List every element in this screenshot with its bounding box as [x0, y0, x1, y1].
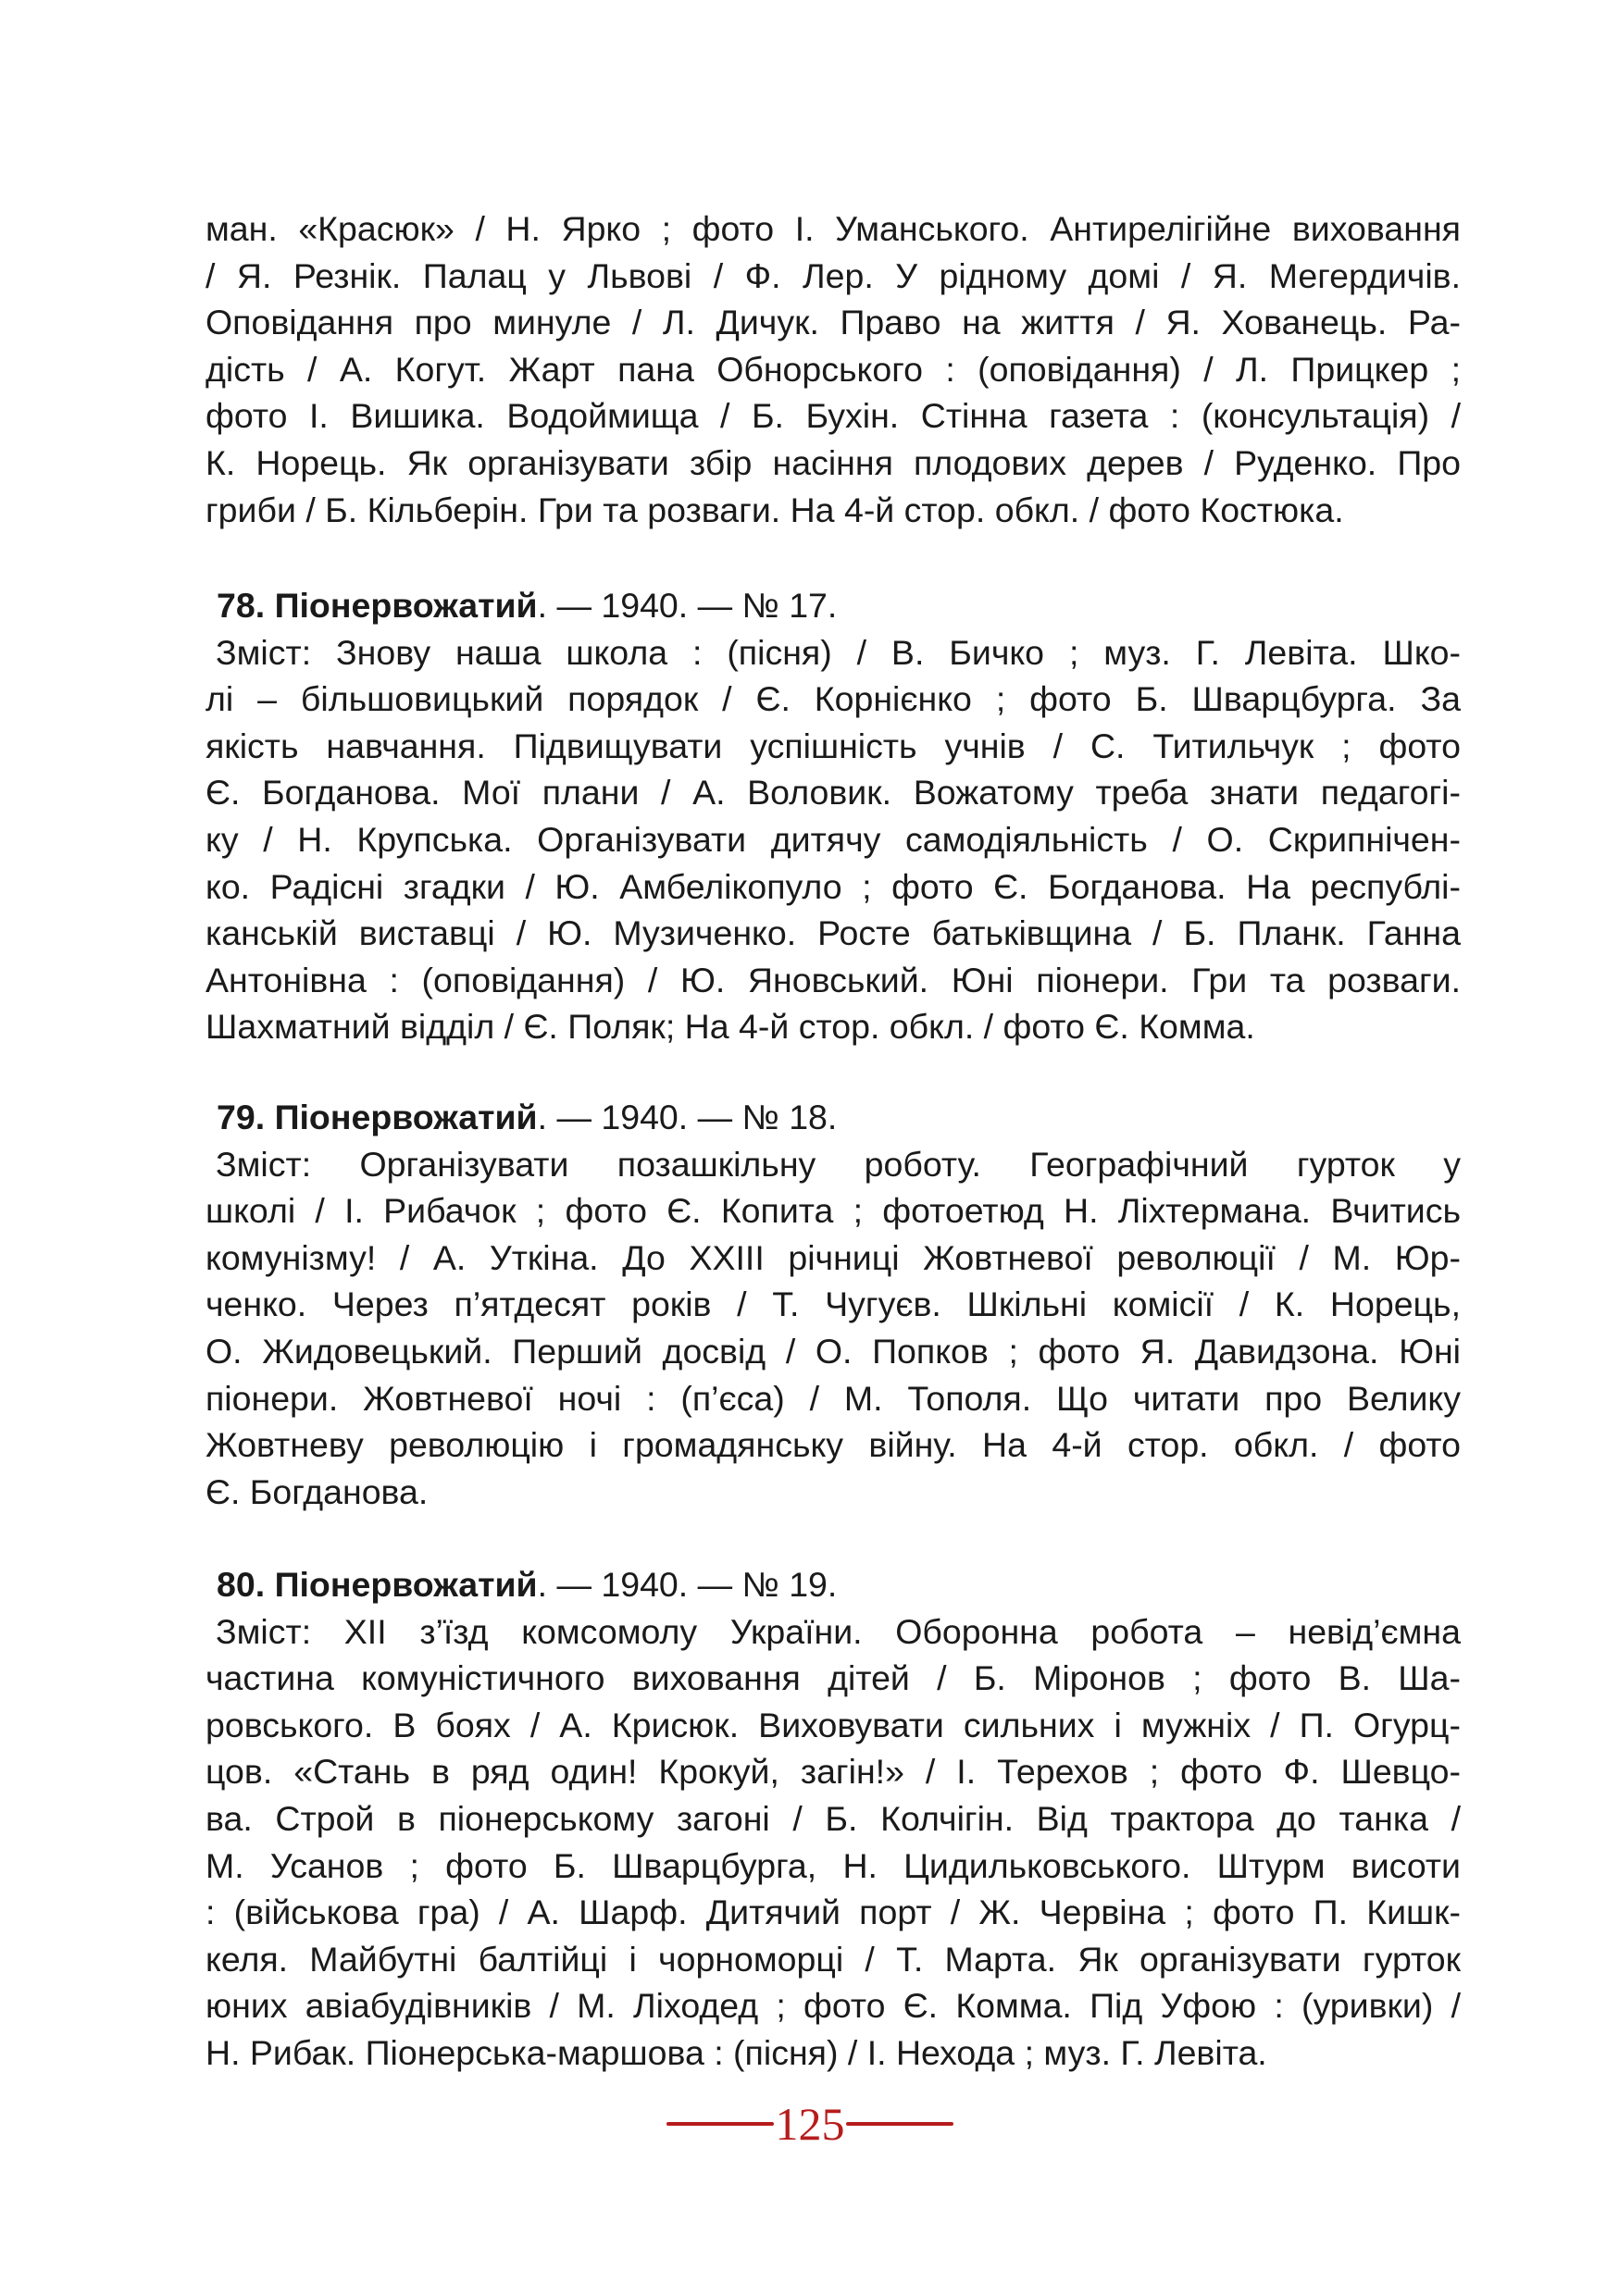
text-line: ман. «Красюк» / Н. Ярко ; фото І. Уманського. Антирелігійне виховання — [205, 209, 1461, 248]
text-line: К. Норець. Як організувати збір насіння плодових дерев / Руденко. Про — [205, 442, 1461, 482]
text-line: ченко. Через п’ятдесят років / Т. Чугуєв. Шкільні комісії / К. Норець, — [205, 1285, 1461, 1324]
text-line: частина комуністичного виховання дітей / Б. Міронов ; фото В. Ша- — [205, 1658, 1461, 1698]
entry-heading — [205, 582, 1461, 629]
text-line: цов. «Стань в ряд один! Крокуй, загін!» / І. Терехов ; фото Ф. Шевцо- — [205, 1752, 1461, 1792]
entry-title: Піонервожатий — [274, 586, 538, 625]
entry-details: . — 1940. — № 18. — [537, 1098, 838, 1136]
footer-rule-left — [666, 2122, 774, 2126]
entry-title: Піонервожатий — [274, 1098, 538, 1136]
text-line: О. Жидовецький. Перший досвід / О. Попков ; фото Я. Давидзона. Юні — [205, 1331, 1461, 1371]
text-line: Зміст: Організувати позашкільну роботу. Географічний гурток у — [216, 1144, 1461, 1184]
entry-details: . — 1940. — № 19. — [537, 1565, 838, 1604]
text-line: ко. Радісні згадки / Ю. Амбелікопуло ; фото Є. Богданова. На республі- — [205, 866, 1461, 906]
bibliography-entry-78 — [205, 582, 1461, 1050]
text-line: ва. Строй в піонерському загоні / Б. Колчігін. Від трактора до танка / — [205, 1798, 1461, 1838]
text-line: келя. Майбутні балтійці і чорноморці / Т. Марта. Як організувати гурток — [205, 1939, 1461, 1979]
text-line: юних авіабудівників / М. Ліходед ; фото Є. Комма. Під Уфою : (уривки) / — [205, 1986, 1461, 2026]
text-line: Зміст: XII з’їзд комсомолу України. Оборонна робота – невід’ємна — [216, 1611, 1461, 1651]
previous-entry-continuation — [205, 205, 1461, 533]
text-line: ровського. В боях / А. Крисюк. Виховувати сильних і мужніх / П. Огурц- — [205, 1705, 1461, 1744]
entry-title: Піонервожатий — [274, 1565, 538, 1604]
text-line: гриби / Б. Кільберін. Гри та розваги. На 4-й стор. обкл. / фото Костюка. — [205, 490, 1344, 529]
entry-heading — [205, 1094, 1461, 1141]
text-line: якість навчання. Підвищувати успішність учнів / С. Титильчук ; фото — [205, 726, 1461, 765]
text-line: піонери. Жовтневої ночі : (п’єса) / М. Тополя. Що читати про Велику — [205, 1378, 1461, 1418]
text-line: Шахматний відділ / Є. Поляк; На 4-й стор. обкл. / фото Є. Комма. — [205, 1007, 1255, 1047]
text-line: Є. Богданова. Мої плани / А. Воловик. Вожатому треба знати педагогі- — [205, 773, 1461, 813]
text-line: Жовтневу революцію і громадянську війну. На 4-й стор. обкл. / фото — [205, 1425, 1461, 1465]
text-line: / Я. Резнік. Палац у Львові / Ф. Лер. У рідному домі / Я. Мегердичів. — [205, 255, 1461, 295]
text-line: канській виставці / Ю. Музиченко. Росте батьківщина / Б. Планк. Ганна — [205, 913, 1461, 953]
text-line: Н. Рибак. Піонерська-маршова : (пісня) / І. Нехода ; муз. Г. Левіта. — [205, 2032, 1267, 2072]
text-line: М. Усанов ; фото Б. Шварцбурга, Н. Цидильковського. Штурм висоти — [205, 1845, 1461, 1885]
text-line: Зміст: Знову наша школа : (пісня) / В. Бичко ; муз. Г. Левіта. Шко- — [216, 632, 1461, 672]
text-line: : (військова гра) / А. Шарф. Дитячий порт / Ж. Червіна ; фото П. Кишк- — [205, 1893, 1461, 1932]
text-line: фото І. Вишика. Водоймища / Б. Бухін. Стінна газета : (консультація) / — [205, 396, 1461, 436]
entry-number: 80. — [217, 1565, 266, 1604]
entry-details: . — 1940. — № 17. — [537, 586, 838, 625]
text-line: Оповідання про минуле / Л. Дичук. Право на життя / Я. Хованець. Ра- — [205, 303, 1461, 342]
text-line: школі / І. Рибачок ; фото Є. Копита ; фотоетюд Н. Ліхтермана. Вчитись — [205, 1191, 1461, 1231]
page-number: 125 — [775, 2098, 845, 2150]
bibliography-entry-80 — [205, 1561, 1461, 2077]
entry-number: 79. — [217, 1098, 266, 1136]
footer-rule-right — [846, 2122, 953, 2126]
page-footer — [0, 2096, 1619, 2152]
entry-heading — [205, 1561, 1461, 1608]
text-line: дість / А. Когут. Жарт пана Обнорського : (оповідання) / Л. Прицкер ; — [205, 349, 1461, 389]
entry-number: 78. — [217, 586, 266, 625]
text-line: лі – більшовицький порядок / Є. Корнієнко ; фото Б. Шварцбурга. За — [205, 679, 1461, 719]
bibliography-entry-79 — [205, 1094, 1461, 1515]
text-line: Антонівна : (оповідання) / Ю. Яновський. Юні піонери. Гри та розваги. — [205, 960, 1461, 999]
text-line: Є. Богданова. — [205, 1471, 429, 1511]
text-line: ку / Н. Крупська. Організувати дитячу самодіяльність / О. Скрипнічен- — [205, 819, 1461, 859]
text-line: комунізму! / А. Уткіна. До XXIII річниці Жовтневої революції / М. Юр- — [205, 1237, 1461, 1277]
